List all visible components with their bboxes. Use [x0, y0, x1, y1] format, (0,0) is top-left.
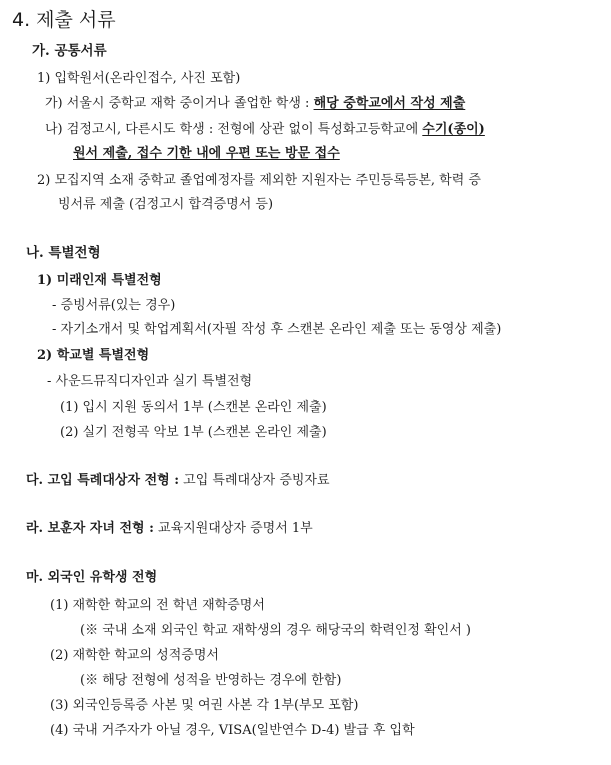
- item-other-students-cont: [73, 145, 340, 163]
- item-other-students-text: 나) 검정고시, 다른시도 학생 : 전형에 상관 없이 특성화고등학교에: [45, 122, 423, 137]
- note-enrollment-cert: (※ 국내 소재 외국인 학교 재학생의 경우 해당국의 학력인정 확인서 ): [80, 623, 471, 638]
- item-evidence-docs: - 증빙서류(있는 경우): [52, 298, 176, 313]
- heading-veteran-children: 라. 보훈자 자녀 전형 :: [26, 521, 154, 536]
- sub-school-special: 2) 학교별 특별전형: [37, 348, 150, 363]
- item-other-students: [45, 121, 485, 139]
- item-alien-registration: (3) 외국인등록증 사본 및 여권 사본 각 1부(부모 포함): [50, 698, 359, 713]
- item-enrollment-cert: (1) 재학한 학교의 전 학년 재학증명서: [50, 598, 265, 613]
- section-title: 4. 제출 서류: [12, 9, 116, 31]
- sub-future-talent: 1) 미래인재 특별전형: [37, 273, 162, 288]
- item-seoul-students: [45, 95, 465, 113]
- heading-foreign-students: 마. 외국인 유학생 전형: [26, 570, 158, 585]
- heading-special-case: 다. 고입 특례대상자 전형 :: [26, 473, 180, 488]
- item-self-intro: - 자기소개서 및 학업계획서(자필 작성 후 스캔본 온라인 제출 또는 동영상 제출): [52, 322, 502, 337]
- veteran-children-text: 교육지원대상자 증명서 1부: [153, 521, 313, 536]
- item-seoul-students-emphasis: 해당 중학교에서 작성 제출: [313, 96, 466, 111]
- heading-special-admission: 나. 특별전형: [26, 245, 101, 261]
- item-other-students-emphasis-2: 원서 제출, 접수 기한 내에 우편 또는 방문 접수: [73, 146, 340, 161]
- item-sheet-music: (2) 실기 전형곡 악보 1부 (스캔본 온라인 제출): [60, 425, 327, 440]
- item-sound-music-design: - 사운드뮤직디자인과 실기 특별전형: [47, 374, 253, 389]
- item-resident-docs-cont: 빙서류 제출 (검정고시 합격증명서 등): [58, 197, 274, 212]
- item-application-form: 1) 입학원서(온라인접수, 사진 포함): [37, 71, 241, 86]
- item-veteran-children: [26, 520, 313, 538]
- item-consent-form: (1) 입시 지원 동의서 1부 (스캔본 온라인 제출): [60, 400, 327, 415]
- item-visa: (4) 국내 거주자가 아닐 경우, VISA(일반연수 D-4) 발급 후 입학: [50, 723, 415, 738]
- note-transcript: (※ 해당 전형에 성적을 반영하는 경우에 한함): [80, 673, 342, 688]
- item-seoul-students-text: 가) 서울시 중학교 재학 중이거나 졸업한 학생 :: [45, 96, 314, 111]
- item-transcript: (2) 재학한 학교의 성적증명서: [50, 648, 219, 663]
- item-special-case: [26, 472, 330, 490]
- special-case-text: 고입 특례대상자 증빙자료: [179, 473, 330, 488]
- heading-common-docs: 가. 공통서류: [32, 43, 107, 59]
- item-resident-docs: 2) 모집지역 소재 중학교 졸업예정자를 제외한 지원자는 주민등록등본, 학력 증: [37, 173, 481, 188]
- item-other-students-emphasis: 수기(종이): [422, 122, 485, 137]
